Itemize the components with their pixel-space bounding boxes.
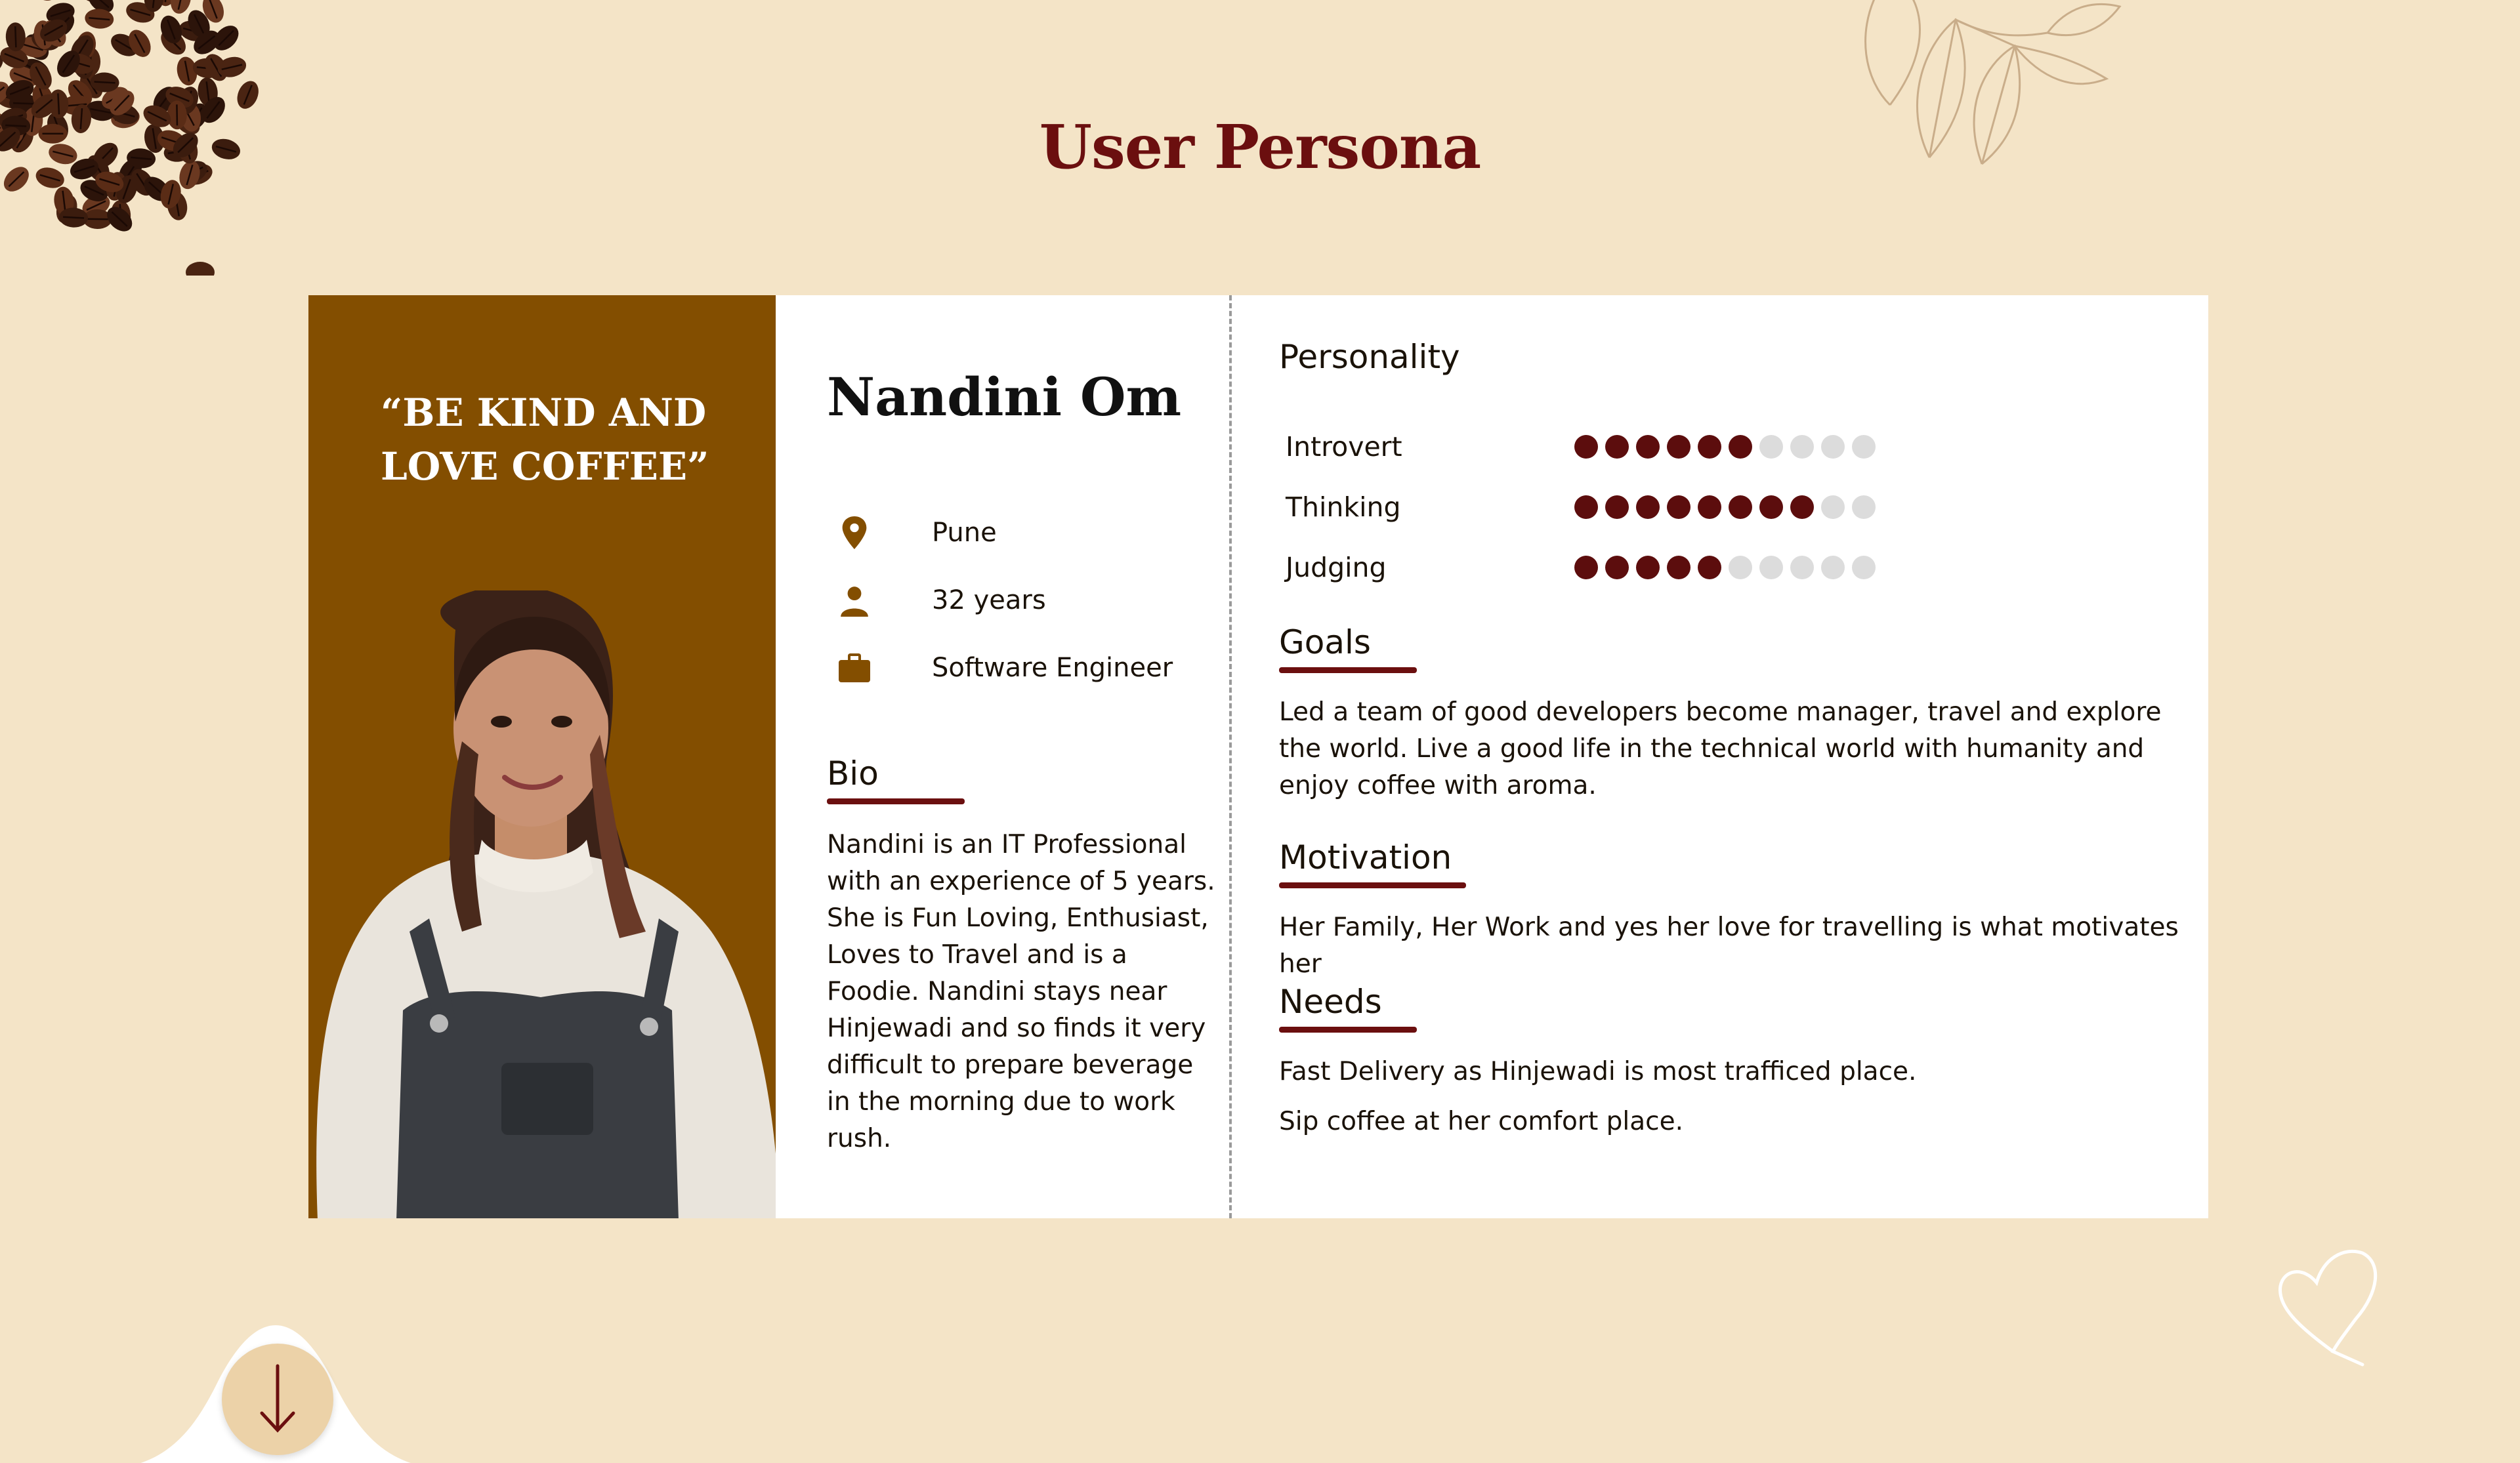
trait-dot-filled: [1605, 495, 1629, 519]
trait-dot-empty: [1790, 556, 1814, 579]
info-location: [835, 499, 1202, 566]
trait-dot-empty: [1821, 556, 1845, 579]
goals-section: [1279, 623, 2211, 804]
info-age: [835, 566, 1202, 634]
trait-row: [1286, 537, 1942, 598]
heart-decoration: [2271, 1247, 2389, 1371]
trait-dots: [1574, 495, 1876, 519]
trait-dot-filled: [1667, 495, 1690, 519]
trait-row: [1286, 477, 1942, 537]
needs-section: [1279, 983, 2211, 1140]
trait-dot-filled: [1636, 495, 1660, 519]
quote-panel: [308, 295, 776, 1218]
personality-title: Personality: [1279, 338, 1460, 376]
trait-dot-filled: [1698, 495, 1721, 519]
bio-text: Nandini is an IT Professional with an experience of 5 years. She is Fun Loving, Enthusiast, Loves to Travel and is a Foodie. Nandini stays near Hinjewadi and so finds it very difficult to prepare beverage in the morning due to work rush.: [827, 830, 1215, 1153]
info-list: [835, 499, 1202, 701]
info-occupation: [835, 634, 1202, 701]
persona-name: Nandini Om: [827, 366, 1182, 428]
trait-dot-filled: [1729, 495, 1752, 519]
trait-dot-empty: [1852, 435, 1876, 459]
needs-underline: [1279, 1027, 1417, 1033]
trait-dot-empty: [1790, 435, 1814, 459]
trait-label: Thinking: [1286, 491, 1401, 523]
trait-dot-filled: [1698, 556, 1721, 579]
trait-dots: [1574, 435, 1876, 459]
motivation-heading: [1279, 838, 1452, 884]
trait-dot-empty: [1759, 435, 1783, 459]
trait-dot-filled: [1667, 435, 1690, 459]
trait-dot-filled: [1667, 556, 1690, 579]
details-panel: [1232, 295, 2208, 1218]
trait-dot-filled: [1574, 556, 1598, 579]
goals-text: Led a team of good developers become manager, travel and explore the world. Live a good life in the technical world with humanity and enjoy coffee with aroma.: [1279, 697, 2162, 800]
trait-dot-filled: [1698, 435, 1721, 459]
trait-label: Judging: [1286, 552, 1387, 583]
occupation-text: Software Engineer: [932, 652, 1173, 683]
bio-section: [827, 754, 1221, 1157]
motivation-heading-text: Motivation: [1279, 838, 1452, 876]
person-icon: [835, 581, 874, 620]
trait-dot-filled: [1636, 556, 1660, 579]
needs-heading-text: Needs: [1279, 983, 1382, 1021]
briefcase-icon: [835, 648, 874, 688]
page-title: User Persona: [1039, 112, 1481, 182]
trait-dot-empty: [1821, 435, 1845, 459]
bio-heading: [827, 754, 879, 800]
trait-dot-filled: [1729, 435, 1752, 459]
motivation-text: Her Family, Her Work and yes her love for travelling is what motivates her: [1279, 913, 2179, 979]
persona-quote: “BE KIND AND LOVE COFFEE”: [381, 390, 709, 489]
trait-dot-filled: [1574, 495, 1598, 519]
trait-dots: [1574, 556, 1876, 579]
arrow-down-icon: [258, 1363, 297, 1435]
persona-photo: [308, 590, 776, 1218]
needs-item: Fast Delivery as Hinjewadi is most trafficed place.: [1279, 1057, 1917, 1086]
location-text: Pune: [932, 517, 997, 548]
motivation-underline: [1279, 882, 1466, 888]
trait-row: [1286, 417, 1942, 477]
trait-dot-filled: [1790, 495, 1814, 519]
trait-dot-filled: [1574, 435, 1598, 459]
trait-dot-empty: [1729, 556, 1752, 579]
trait-dot-empty: [1852, 495, 1876, 519]
personality-traits: [1286, 417, 1942, 598]
trait-dot-filled: [1759, 495, 1783, 519]
bio-heading-text: Bio: [827, 754, 879, 793]
motivation-section: [1279, 838, 2211, 983]
scroll-down-button[interactable]: [222, 1344, 333, 1455]
trait-dot-empty: [1759, 556, 1783, 579]
persona-card: [308, 295, 2208, 1218]
trait-dot-filled: [1605, 435, 1629, 459]
profile-panel: [776, 295, 1232, 1218]
goals-heading: [1279, 623, 1371, 669]
bio-underline: [827, 798, 965, 804]
needs-item: Sip coffee at her comfort place.: [1279, 1107, 1683, 1136]
trait-dot-empty: [1852, 556, 1876, 579]
goals-heading-text: Goals: [1279, 623, 1371, 661]
location-pin-icon: [835, 513, 874, 552]
goals-underline: [1279, 667, 1417, 673]
trait-dot-filled: [1605, 556, 1629, 579]
trait-dot-filled: [1636, 435, 1660, 459]
needs-heading: [1279, 983, 1382, 1029]
age-text: 32 years: [932, 585, 1046, 615]
trait-dot-empty: [1821, 495, 1845, 519]
trait-label: Introvert: [1286, 431, 1402, 463]
